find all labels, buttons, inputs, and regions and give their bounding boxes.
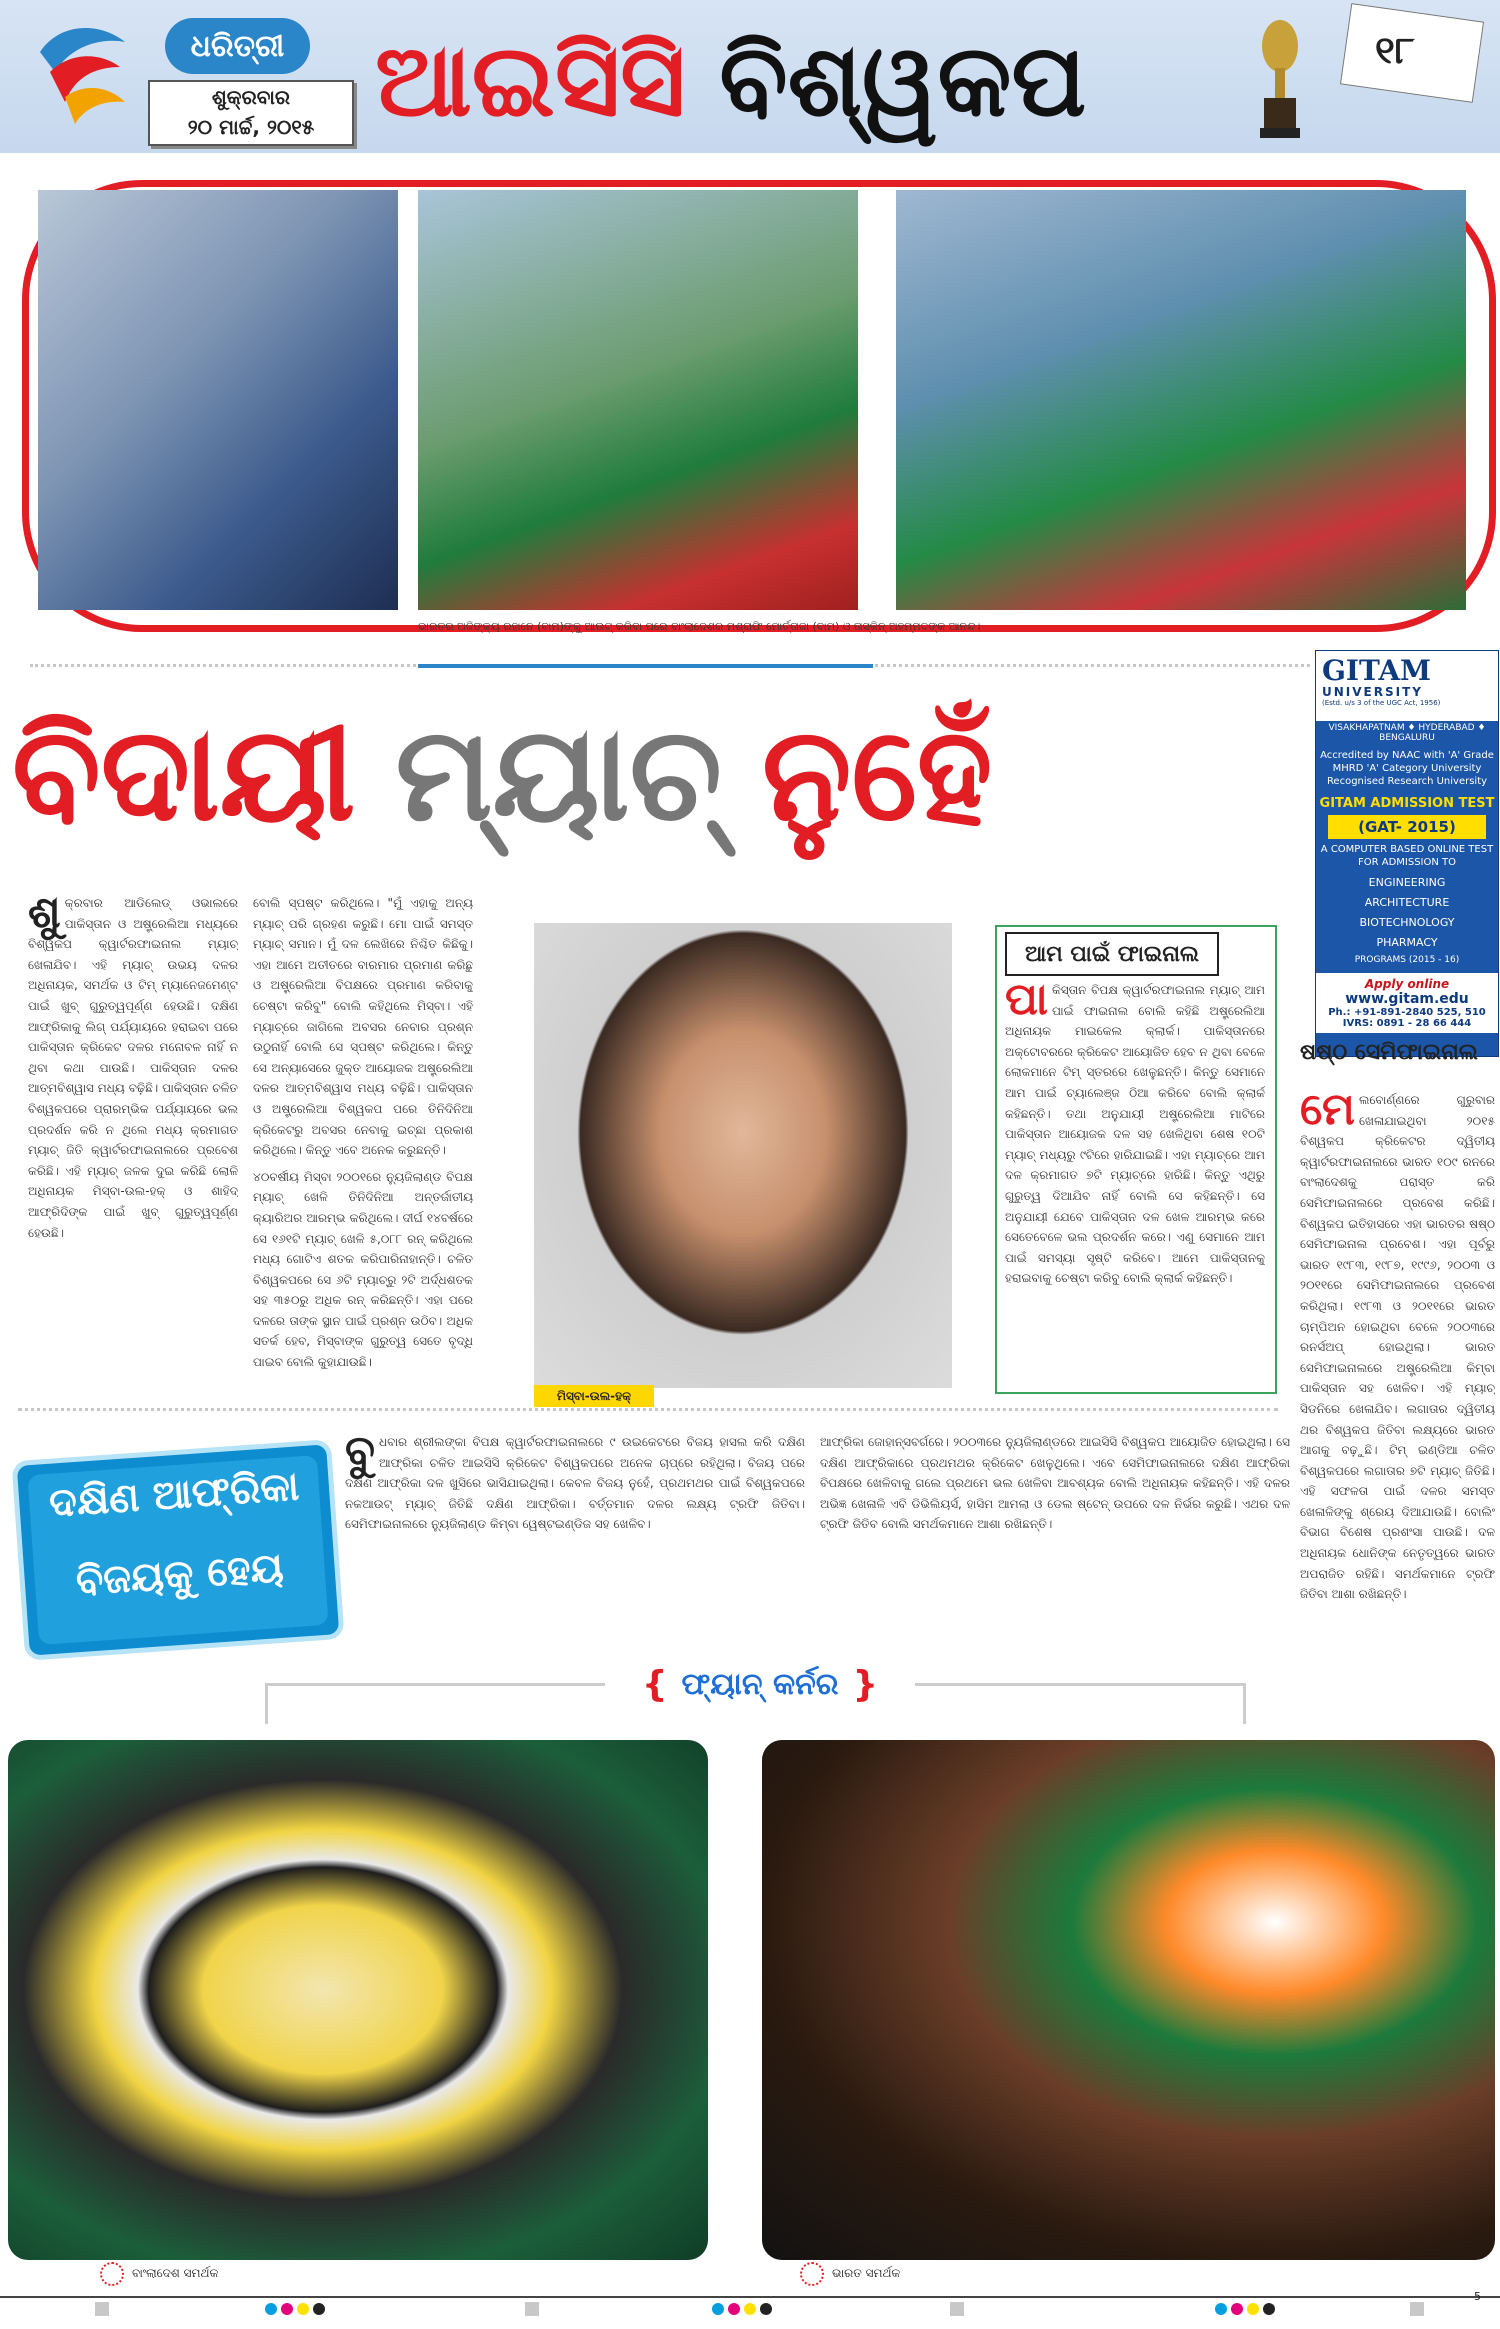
photo-bangladesh-fan: [8, 1740, 708, 2260]
boxed-story-text: [1005, 980, 1265, 1380]
story-col1-text: କ୍ରବାର ଆଡିଲେଡ୍ ଓଭାଲରେ ପାକିସ୍ତାନ ଓ ଅଷ୍ଟ୍ରେଲିଆ ମଧ୍ୟରେ ବିଶ୍ୱକପ କ୍ୱାର୍ଟରଫାଇନାଲ ମ୍ୟାଚ୍ ଖେଳାଯିବ। ଏହି ମ୍ୟାଚ୍ ଉଭୟ ଦଳର ଅଧିନାୟକ, ସମର୍ଥକ ଓ ଟିମ୍ ମ୍ୟାନେଜମେଣ୍ଟ ପାଇଁ ଖୁବ୍ ଗୁରୁତ୍ୱପୂର୍ଣ୍ଣ ହେଉଛି। ଦକ୍ଷିଣ ଆଫ୍ରିକାକୁ ଲିଗ୍ ପର୍ଯ୍ୟାୟରେ ହରାଇବା ପରେ ପାକିସ୍ତାନ କ୍ରିକେଟ ଦଳର ମନୋବଳ ନାହିଁ ନ ଥିବା କଥା ପାଉଛି। ପାକିସ୍ତାନ ଦଳର ଆତ୍ମବିଶ୍ୱାସ ମଧ୍ୟ ବଢ଼ିଛି। ପାକିସ୍ତାନ ଚଳିତ ବିଶ୍ୱକପରେ ପ୍ରାରମ୍ଭିକ ପର୍ଯ୍ୟାୟରେ ଭଲ ପ୍ରଦର୍ଶନ କରି ନ ଥିଲେ ମଧ୍ୟ କ୍ରମାଗତ ମ୍ୟାଚ୍ ଜିତି କ୍ୱାର୍ଟରଫାଇନାଲରେ ପ୍ରବେଶ କରିଛି। ଏହି ମ୍ୟାଚ୍ ଜଳକ ଦୁଇ କରିଛି ଲୋଳି ଅଧିନାୟକ ମିସ୍ବା-ଉଲ-ହକ୍ ଓ ଶାହିଦ୍ ଆଫ୍ରିଦିଙ୍କ ପାଇଁ ଖୁବ୍ ଗୁରୁତ୍ୱପୂର୍ଣ୍ଣ ହେଉଛି।: [28, 896, 238, 1240]
date-box: [148, 80, 354, 146]
top-photo-caption: ଭାରତର ଅଜିଙ୍କ୍ୟ ରହାନେ (ବାମ)ଙ୍କୁ ଆଉଟ୍ କରିବା ପରେ ବାଂଲାଦେଶର ମଶ୍ରାଫି ମୋର୍ତ୍ତାଜା (ବାମ) ଓ ତାସ୍କିନ୍ ଅହମ୍ମଦଙ୍କ ଆନନ୍ଦ।: [418, 620, 981, 633]
day-label: ଶୁକ୍ରବାର: [211, 85, 291, 109]
brand-bird-logo: [30, 12, 150, 132]
headline-part-2: ମ୍ୟାଚ୍: [395, 698, 722, 850]
caption-india-fan-text: ଭାରତ ସମର୍ଥକ: [832, 2266, 901, 2280]
dotted-circle-icon: [800, 2262, 824, 2286]
photo-rahane-out: [38, 190, 398, 610]
section-title: [375, 18, 1255, 143]
ad-name: GITAM: [1322, 654, 1432, 687]
main-headline: [12, 690, 1302, 860]
sidebar-story-body: ଲବୋର୍ଣ୍ଣରେ ଗୁରୁବାର ଖେଳାଯାଇଥିବା ୨୦୧୫ ବିଶ୍ୱକପ କ୍ରିକେଟର ଦ୍ୱିତୀୟ କ୍ୱାର୍ଟରଫାଇନାଲରେ ଭାରତ ୧୦୯ ରନରେ ବାଂଲାଦେଶକୁ ପରାସ୍ତ କରି ସେମିଫାଇନାଲରେ ପ୍ରବେଶ କରିଛି। ବିଶ୍ୱକପ ଇତିହାସରେ ଏହା ଭାରତର ଷଷ୍ଠ ସେମିଫାଇନାଲ ପ୍ରବେଶ। ଏହା ପୂର୍ବରୁ ଭାରତ ୧୯୮୩, ୧୯୮୭, ୧୯୯୬, ୨୦୦୩ ଓ ୨୦୧୧ରେ ସେମିଫାଇନାଲରେ ପ୍ରବେଶ କରିଥିଲା। ୧୯୮୩ ଓ ୨୦୧୧ରେ ଭାରତ ଚାମ୍ପିଅନ ହୋଇଥିବା ବେଳେ ୨୦୦୩ରେ ରନର୍ସଅପ୍ ହୋଇଥିଲା। ଭାରତ ସେମିଫାଇନାଲରେ ଅଷ୍ଟ୍ରେଲିଆ କିମ୍ବା ପାକିସ୍ତାନ ସହ ଖେଳିବ। ଏହି ମ୍ୟାଚ୍ ସିଡନିରେ ଖେଳାଯିବ। ଲଗାତାର ଦ୍ୱିତୀୟ ଥର ବିଶ୍ୱକପ ଜିତିବା ଲକ୍ଷ୍ୟରେ ଭାରତ ଆଗକୁ ବଢ଼ୁଛି। ଟିମ୍ ଇଣ୍ଡିଆ ଚଳିତ ବିଶ୍ୱକପରେ ଲଗାତାର ୭ଟି ମ୍ୟାଚ୍ ଜିତିଛି। ଏହି ସଫଳତା ପାଇଁ ଦଳର ସମସ୍ତ ଖେଳାଳିଙ୍କୁ ଶ୍ରେୟ ଦିଆଯାଉଛି। ବୋଲିଂ ବିଭାଗ ବିଶେଷ ପ୍ରଶଂସା ପାଉଛି। ଦଳ ଅଧିନାୟକ ଧୋନିଙ୍କ ନେତୃତ୍ୱରେ ଭାରତ ଅପରାଜିତ ରହିଛି। ସମର୍ଥକମାନେ ଟ୍ରଫି ଜିତିବା ଆଶା ରଖିଛନ୍ତି।: [1300, 1093, 1495, 1602]
fan-corner-title: [605, 1660, 915, 1708]
gitam-logo: [1316, 651, 1498, 721]
boxed-story-body: କିସ୍ତାନ ବିପକ୍ଷ କ୍ୱାର୍ଟରଫାଇନାଲ ମ୍ୟାଚ୍ ଆମ ପାଇଁ ଫାଇନାଲ ବୋଲି କହିଛି ଅଷ୍ଟ୍ରେଲିଆ ଅଧିନାୟକ ମାଇକେଲ କ୍ଲାର୍କ। ପାକିସ୍ତାନରେ ଅକ୍ଟୋବରରେ କ୍ରିକେଟ ଆୟୋଜିତ ହେବ ନ ଥିବା ବେଳେ ଲୋକମାନେ ଟିମ୍ ସ୍ତରରେ ଖେଳୁଛନ୍ତି। କିନ୍ତୁ ସେମାନେ ଆମ ପାଇଁ ଚ୍ୟାଲେଞ୍ଜ ଠିଆ କରିବେ ବୋଲି କ୍ଲାର୍କ କହିଛନ୍ତି। ତଥା ଅନୁଯାୟୀ ଅଷ୍ଟ୍ରେଲିଆ ମାଟିରେ ପାକିସ୍ତାନ ଆୟୋଜକ ଦଳ ସହ ଖେଳିଥିବା ଶେଷ ୧୦ଟି ମ୍ୟାଚ୍ ମଧ୍ୟରୁ ୯ଟିରେ ହାରିଯାଇଛି। ଏହା ମ୍ୟାଚ୍‌ରେ ଆମ ଦଳ କ୍ରମାଗତ ୭ଟି ମ୍ୟାଚ୍‌ରେ ହାରିଛି। କିନ୍ତୁ ଏଥିରୁ ଗୁରୁତ୍ୱ ଦିଆଯିବ ନାହିଁ ବୋଲି ସେ କହିଛନ୍ତି। ସେ ଅନୁଯାୟୀ ଯେବେ ପାକିସ୍ତାନ ଦଳ ଖେଳ ଆରମ୍ଭ କରେ ସେତେବେଳେ ଭଲ ପ୍ରଦର୍ଶନ କରେ। ଏଣୁ ସେମାନେ ଆମ ପାଇଁ ସମସ୍ୟା ସୃଷ୍ଟି କରିବେ। ଆମେ ପାକିସ୍ତାନକୁ ହରାଇବାକୁ ଚେଷ୍ଟା କରିବୁ ବୋଲି କ୍ଲାର୍କ କହିଛନ୍ତି।: [1005, 983, 1265, 1286]
sa-story-column-1: [345, 1432, 805, 1642]
brand-name: ଧରିତ୍ରୀ: [165, 18, 310, 74]
ad-estd: (Estd. u/s 3 of the UGC Act, 1956): [1322, 699, 1441, 707]
print-registration-marks: [0, 2290, 1500, 2329]
bracket-right-icon: }: [852, 1663, 879, 1705]
sa-story-col1-text: ଧବାର ଶ୍ରୀଲଙ୍କା ବିପକ୍ଷ କ୍ୱାର୍ଟରଫାଇନାଲରେ ୯ ଉଇକେଟରେ ବିଜୟ ହାସଲ କରି ଦକ୍ଷିଣ ଆଫ୍ରିକା ଚଳିତ ଆଇସିସି କ୍ରିକେଟ ବିଶ୍ୱକପରେ ଅନେକ ଚାପ୍‌ରେ ରହିଥିଲା। ବିଜୟ ପରେ ଦକ୍ଷିଣ ଆଫ୍ରିକା ଦଳ ଖୁସିରେ ଭାସିଯାଇଥିଲା। କେବଳ ବିଜୟ ନୁହେଁ, ପ୍ରଥମଥର ପାଇଁ ବିଶ୍ୱକପରେ ନକଆଉଟ୍ ମ୍ୟାଚ୍ ଜିତିଛି ଦକ୍ଷିଣ ଆଫ୍ରିକା। ବର୍ତ୍ତମାନ ଦଳର ଲକ୍ଷ୍ୟ ଟ୍ରଫି ଜିତିବା। ସେମିଫାଇନାଲରେ ନ୍ୟୁଜିଲାଣ୍ଡ କିମ୍ବା ୱେଷ୍ଟଇଣ୍ଡିଜ ସହ ଖେଳିବ।: [345, 1435, 805, 1532]
caption-india-fan: [800, 2260, 960, 2286]
story-col2-text: ବୋଲି ସ୍ପଷ୍ଟ କରିଥିଲେ। "ମୁଁ ଏହାକୁ ଅନ୍ୟ ମ୍ୟାଚ୍ ପରି ଗ୍ରହଣ କରୁଛି। ମୋ ପାଇଁ ସମସ୍ତ ମ୍ୟାଚ୍ ସମାନ। ମୁଁ ଦଳ ଲେଖିରେ ନିଶ୍ଚିତ କିଛିକୁ। ଏହା ଆମେ ଅତୀତରେ ବାରମାର ପ୍ରମାଣ କରିଛୁ ଓ ଅଷ୍ଟ୍ରେଲିଆ ବିପକ୍ଷରେ ପ୍ରମାଣ କରିବାକୁ ଚେଷ୍ଟା କରିବୁ" ବୋଲି କହିଥିଲେ ମିସ୍ବା। ଏହି ମ୍ୟାଚ୍‌ରେ ଜାଗିଲେ ଅବସର ନେବାର ପ୍ରଶ୍ନ ଉଠୁନାହିଁ ବୋଲି ସେ ସ୍ପଷ୍ଟ କରିଥିଲେ। କିନ୍ତୁ ସେ ଅନ୍ୟାସେରେ ଜୁକ୍ତ ଆୟୋଜକ ଅଷ୍ଟ୍ରେଲିଆ ଦଳର ଆତ୍ମବିଶ୍ୱାସ ମଧ୍ୟ ବଢ଼ିଛି। ପାକିସ୍ତାନ ଓ ଅଷ୍ଟ୍ରେଲିଆ ବିଶ୍ୱକପ ପରେ ତିନିଦିନିଆ କ୍ରିକେଟରୁ ଅବସର ନେବାକୁ ଇଚ୍ଛା ପ୍ରକାଶ କରିଥିଲେ। କିନ୍ତୁ ଏବେ ଅନେକ କରୁଛନ୍ତି।: [253, 896, 473, 1158]
ad-program-2: ARCHITECTURE: [1364, 896, 1450, 909]
headline-part-3: ନୁହେଁ: [761, 698, 993, 850]
bracket-left-icon: {: [641, 1663, 668, 1705]
divider-2: [18, 1408, 1278, 1411]
sa-headline-line-1: ଦକ୍ଷିଣ ଆଫ୍ରିକା: [47, 1463, 301, 1527]
date-label: ୨୦ ମାର୍ଚ୍ଚ, ୨୦୧୫: [187, 115, 315, 139]
story-column-1: [28, 893, 238, 1403]
story-dropcap: ଶୁ: [28, 893, 61, 938]
ad-program-3: BIOTECHNOLOGY: [1359, 916, 1455, 929]
dotted-circle-icon: [100, 2262, 124, 2286]
ad-phone: Ph.: +91-891-2840 525, 510: [1328, 1007, 1486, 1018]
ad-contact: [1316, 973, 1498, 1033]
boxed-story-dropcap: ପା: [1005, 980, 1048, 1025]
section-title-black: ବିଶ୍ୱକପ: [719, 21, 1087, 139]
sa-story-column-2: [820, 1432, 1290, 1642]
sa-headline-badge: [11, 1439, 344, 1661]
ad-program-4: PHARMACY: [1376, 936, 1438, 949]
sidebar-story-title: ଷଷ୍ଠ ସେମିଫାଇନାଲ: [1300, 1040, 1478, 1065]
ad-accreditation: Accredited by NAAC with 'A' Grade MHRD 'A' Category University Recognised Research University: [1320, 750, 1494, 787]
sa-story-dropcap: ବୁ: [345, 1432, 376, 1477]
photo-india-fan: [762, 1740, 1495, 2260]
section-title-red: ଆଇସିସି: [375, 21, 686, 139]
ad-name-2: UNIVERSITY: [1322, 685, 1423, 699]
ad-apply: Apply online: [1364, 977, 1450, 991]
ad-test-code: (GAT- 2015): [1328, 815, 1486, 839]
sa-headline-line-2: ବିଜୟକୁ ହେୟ: [74, 1544, 285, 1606]
story-col2b-text: ୪୦ବର୍ଷୀୟ ମିସ୍ବା ୨୦୦୧ରେ ନ୍ୟୁଜିଲାଣ୍ଡ ବିପକ୍ଷ ମ୍ୟାଚ୍ ଖେଳି ତିନିଦିନିଆ ଅନ୍ତର୍ଜାତୀୟ କ୍ୟାରିଅର ଆରମ୍ଭ କରିଥିଲେ। ଦୀର୍ଘ ୧୪ବର୍ଷରେ ସେ ୧୬୧ଟି ମ୍ୟାଚ୍ ଖେଳି ୫,୦୮୮ ରନ୍ କରିଥିଲେ ମଧ୍ୟ ଗୋଟିଏ ଶତକ କରିପାରିନାହାନ୍ତି। ଚଳିତ ବିଶ୍ୱକପରେ ସେ ୬ଟି ମ୍ୟାଚ୍‌ରୁ ୨ଟି ଅର୍ଦ୍ଧଶତକ ସହ ୩୫୦ରୁ ଅଧିକ ରନ୍ କରିଛନ୍ତି। ଏହା ପରେ ଦଳରେ ତାଙ୍କ ସ୍ଥାନ ପାଇଁ ପ୍ରଶ୍ନ ଉଠିବ। ଅଧିକ ସତର୍କ ହେବ, ମିସ୍ବାଙ୍କ ଗୁରୁତ୍ୱ ସେତେ ବୃଦ୍ଧି ପାଇବ ବୋଲି କୁହାଯାଉଛି।: [253, 1169, 473, 1370]
footer-page-number: 5: [1474, 2290, 1481, 2303]
page-number-card: [1345, 12, 1485, 102]
boxed-story-title: ଆମ ପାଇଁ ଫାଇନାଲ: [1005, 932, 1219, 976]
photo-celebration-1: [418, 190, 858, 610]
trophy-icon: [1250, 6, 1310, 146]
page-number: ୧୮: [1375, 28, 1415, 72]
ad-campuses: VISAKHAPATNAM ♦ HYDERABAD ♦ BENGALURU: [1328, 723, 1486, 743]
caption-bangladesh-fan: [100, 2260, 260, 2286]
ad-test-title: GITAM ADMISSION TEST: [1319, 796, 1495, 811]
ad-description: A COMPUTER BASED ONLINE TEST FOR ADMISSION TO: [1320, 844, 1494, 868]
misbah-photo-label: ମିସ୍ବା-ଉଲ-ହକ୍: [534, 1385, 654, 1407]
ad-programs-year: PROGRAMS (2015 - 16): [1354, 955, 1460, 965]
headline-part-1: ବିଦାୟୀ: [12, 698, 356, 850]
fan-corner-title-text: ଫ୍ୟାନ୍ କର୍ନର: [681, 1666, 839, 1702]
sidebar-story-text: [1300, 1090, 1495, 1740]
sidebar-story-dropcap: ମେ: [1300, 1090, 1355, 1135]
ad-ivrs: IVRS: 0891 - 28 66 444: [1342, 1018, 1472, 1029]
ad-program-1: ENGINEERING: [1368, 876, 1446, 889]
divider-accent: [418, 664, 873, 668]
gitam-advertisement[interactable]: [1315, 650, 1499, 1057]
caption-bangladesh-fan-text: ବାଂଲାଦେଶ ସମର୍ଥକ: [132, 2266, 219, 2280]
story-column-2: [253, 893, 473, 1403]
photo-misbah: [534, 923, 952, 1388]
photo-celebration-2: [896, 190, 1466, 610]
ad-website[interactable]: www.gitam.edu: [1345, 991, 1469, 1007]
sa-story-col2-text: ଆଫ୍ରିକା ଜୋହାନ୍ସବର୍ଗରେ। ୨୦୦୩ରେ ନ୍ୟୁଜିଲାଣ୍ଡରେ ଆଇସିସି ବିଶ୍ୱକପ ଆୟୋଜିତ ହୋଇଥିଲା। ସେ ଦକ୍ଷିଣ ଆଫ୍ରିକାରେ ପ୍ରଥମଥର କ୍ରିକେଟ ଖେଳୁଥିଲେ। ଏବେ ସେମିଫାଇନାଲରେ ଦକ୍ଷିଣ ଆଫ୍ରିକା ବିପକ୍ଷରେ ଖେଳିବାକୁ ଗଲେ ପ୍ରଥମେ ଭଲ ଖେଳିବା ଆବଶ୍ୟକ ବୋଲି ଅଧିନାୟକ କହିଛନ୍ତି। ଏହି ଦଳର ଅଭିଜ୍ଞ ଖେଳାଳି ଏବି ଡିଭିଲିୟର୍ସ, ହାସିମ ଆମଲା ଓ ଡେଲ ଷ୍ଟେନ୍ ଉପରେ ଦଳ ନିର୍ଭର କରୁଛି। ଏଥର ଦଳ ଟ୍ରଫି ଜିତିବ ବୋଲି ସମର୍ଥକମାନେ ଆଶା ରଖିଛନ୍ତି।: [820, 1435, 1290, 1532]
